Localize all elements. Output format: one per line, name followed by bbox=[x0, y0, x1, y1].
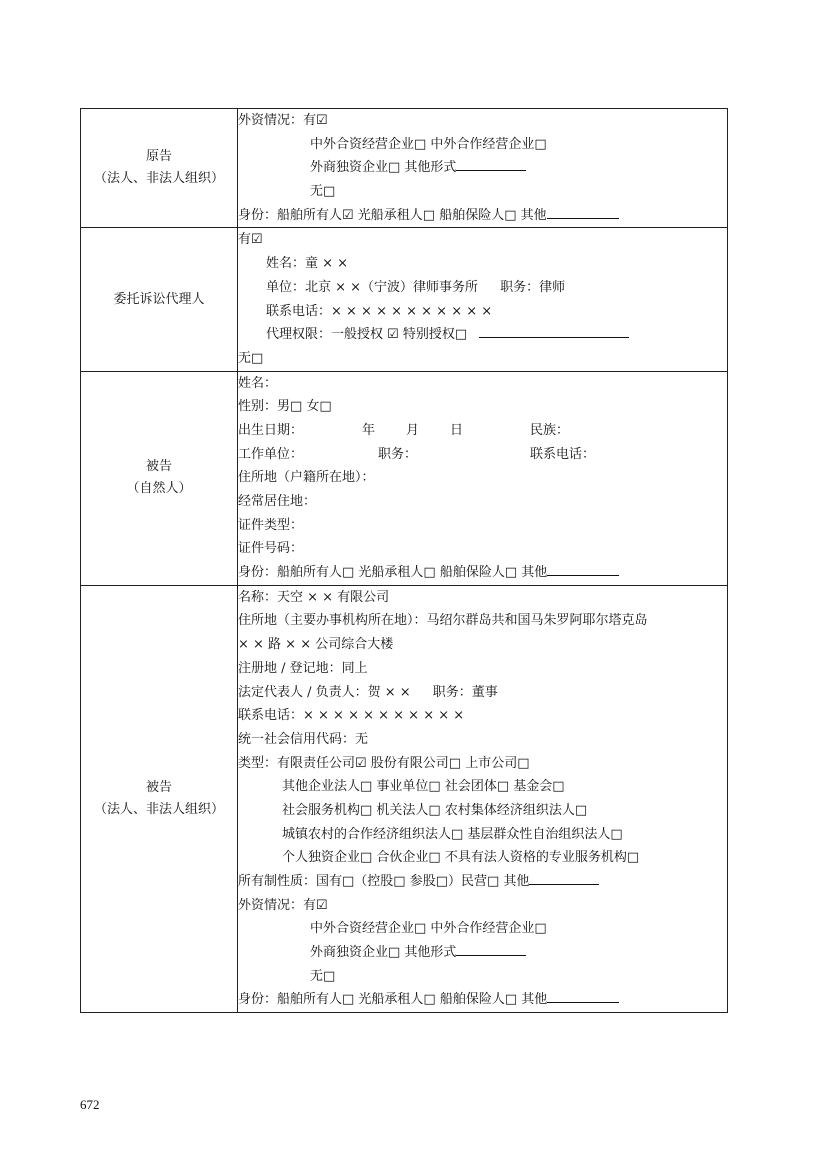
foreign-capital-line: 外资情况：有☑ bbox=[238, 113, 328, 128]
legal-foreign-wholly-owned-line bbox=[238, 941, 727, 965]
legal-representative: 法定代表人 / 负责人：贺 × × bbox=[238, 684, 411, 700]
birth-year: 年 bbox=[362, 422, 376, 438]
natural-identity-other-blank[interactable] bbox=[547, 561, 619, 576]
identity-text: 身份：船舶所有人☑ 光船承租人□ 船舶保险人□ 其他 bbox=[238, 207, 547, 223]
legal-phone-line: 联系电话：× × × × × × × × × × × bbox=[238, 708, 465, 724]
foreign-jv-line: 中外合资经营企业□ 中外合作经营企业□ bbox=[310, 136, 547, 152]
natural-identity-text: 身份：船舶所有人□ 光船承租人□ 船舶保险人□ 其他 bbox=[238, 565, 548, 581]
foreign-wholly-owned-line bbox=[238, 156, 727, 180]
row-defendant-natural bbox=[81, 371, 728, 585]
legal-foreign-jv-line: 中外合资经营企业□ 中外合作经营企业□ bbox=[310, 921, 547, 937]
legal-type-line-2: 其他企业法人□ 事业单位□ 社会团体□ 基金会□ bbox=[282, 779, 565, 795]
foreign-wholly-owned-text: 外商独资企业□ 其他形式 bbox=[310, 160, 457, 176]
defendant-natural-label-cell bbox=[81, 371, 238, 585]
legal-registration-line: 注册地 / 登记地：同上 bbox=[238, 660, 368, 676]
natural-birth-line bbox=[238, 419, 727, 443]
agent-unit-line bbox=[238, 276, 727, 300]
row-defendant-legal bbox=[81, 585, 728, 1012]
legal-foreign-wholly-owned-text: 外商独资企业□ 其他形式 bbox=[310, 945, 457, 961]
defendant-legal-label: 被告 bbox=[145, 779, 172, 795]
legal-type-line-3: 社会服务机构□ 机关法人□ 农村集体经济组织法人□ bbox=[282, 802, 588, 818]
page-number: 672 bbox=[80, 1097, 100, 1112]
natural-id-type-line: 证件类型： bbox=[238, 517, 304, 533]
natural-gender-line: 性别：男□ 女□ bbox=[238, 399, 332, 415]
agent-name-line: 姓名：童 × × bbox=[266, 256, 349, 272]
legal-foreign-none-line: 无□ bbox=[310, 968, 336, 984]
legal-ownership-text: 所有制性质：国有□（控股□ 参股□）民营□ 其他 bbox=[238, 874, 530, 889]
legal-type-line: 类型：有限责任公司☑ 股份有限公司□ 上市公司□ bbox=[238, 755, 530, 771]
legal-other-form-blank[interactable] bbox=[456, 941, 526, 956]
plaintiff-label-sub: （法人、非法人组织） bbox=[93, 171, 224, 187]
defendant-legal-label-sub: （法人、非法人组织） bbox=[93, 801, 224, 817]
authority-blank[interactable] bbox=[479, 323, 629, 338]
natural-name-line: 姓名： bbox=[238, 375, 278, 391]
agent-authority-line bbox=[238, 323, 727, 347]
foreign-none-line: 无□ bbox=[310, 184, 336, 200]
plaintiff-content-cell bbox=[238, 109, 728, 228]
work-unit-label: 工作单位： bbox=[238, 446, 304, 462]
ownership-other-blank[interactable] bbox=[529, 870, 599, 885]
legal-type-line-5: 个人独资企业□ 合伙企业□ 不具有法人资格的专业服务机构□ bbox=[282, 850, 640, 866]
natural-work-line bbox=[238, 443, 727, 467]
agent-phone-line: 联系电话：× × × × × × × × × × × bbox=[266, 303, 493, 319]
legal-identity-text: 身份：船舶所有人□ 光船承租人□ 船舶保险人□ 其他 bbox=[238, 992, 548, 1008]
other-form-blank[interactable] bbox=[456, 156, 526, 171]
complaint-form-table bbox=[80, 108, 728, 1013]
legal-credit-code-line: 统一社会信用代码：无 bbox=[238, 731, 369, 747]
identity-line bbox=[238, 204, 727, 228]
legal-foreign-capital-line: 外资情况：有☑ bbox=[238, 897, 328, 913]
legal-representative-line bbox=[238, 681, 727, 705]
agent-none-line: 无□ bbox=[238, 350, 264, 366]
defendant-natural-content-cell bbox=[238, 371, 728, 585]
work-phone-label: 联系电话： bbox=[530, 446, 596, 462]
agent-yes-line: 有☑ bbox=[238, 232, 263, 248]
legal-identity-other-blank[interactable] bbox=[547, 988, 619, 1003]
identity-other-blank[interactable] bbox=[547, 204, 619, 219]
agent-unit: 单位：北京 × ×（宁波）律师事务所 bbox=[266, 279, 479, 295]
legal-ownership-line bbox=[238, 870, 727, 894]
row-agent bbox=[81, 228, 728, 371]
natural-id-number-line: 证件号码： bbox=[238, 541, 304, 557]
defendant-natural-label-sub: （自然人） bbox=[126, 481, 192, 497]
plaintiff-label: 原告 bbox=[145, 149, 172, 165]
legal-type-line-4: 城镇农村的合作经济组织法人□ 基层群众性自治组织法人□ bbox=[282, 826, 623, 842]
plaintiff-label-cell bbox=[81, 109, 238, 228]
agent-content-cell bbox=[238, 228, 728, 371]
work-position-label: 职务： bbox=[378, 446, 418, 462]
agent-label-cell bbox=[81, 228, 238, 371]
natural-identity-line bbox=[238, 561, 727, 585]
birth-month: 月 bbox=[406, 422, 420, 438]
legal-identity-line bbox=[238, 988, 727, 1012]
defendant-legal-label-cell bbox=[81, 585, 238, 1012]
row-plaintiff-legal bbox=[81, 109, 728, 228]
defendant-natural-label: 被告 bbox=[145, 459, 172, 475]
birth-day: 日 bbox=[450, 422, 464, 438]
legal-name-line: 名称：天空 × × 有限公司 bbox=[238, 589, 390, 605]
natural-residence-line: 经常居住地： bbox=[238, 494, 317, 509]
ethnicity-label: 民族： bbox=[530, 422, 570, 438]
legal-domicile-line: 住所地（主要办事机构所在地）：马绍尔群岛共和国马朱罗阿耶尔塔克岛 bbox=[238, 613, 648, 629]
defendant-legal-content-cell bbox=[238, 585, 728, 1012]
legal-domicile-line-2: × × 路 × × 公司综合大楼 bbox=[238, 637, 394, 653]
agent-label: 委托诉讼代理人 bbox=[113, 291, 205, 307]
natural-domicile-line: 住所地（户籍所在地）： bbox=[238, 470, 375, 486]
agent-authority: 代理权限：一般授权 ☑ 特别授权□ bbox=[266, 327, 468, 343]
legal-representative-position: 职务：董事 bbox=[432, 684, 498, 700]
agent-position: 职务：律师 bbox=[500, 279, 566, 295]
birth-label: 出生日期： bbox=[238, 422, 304, 438]
